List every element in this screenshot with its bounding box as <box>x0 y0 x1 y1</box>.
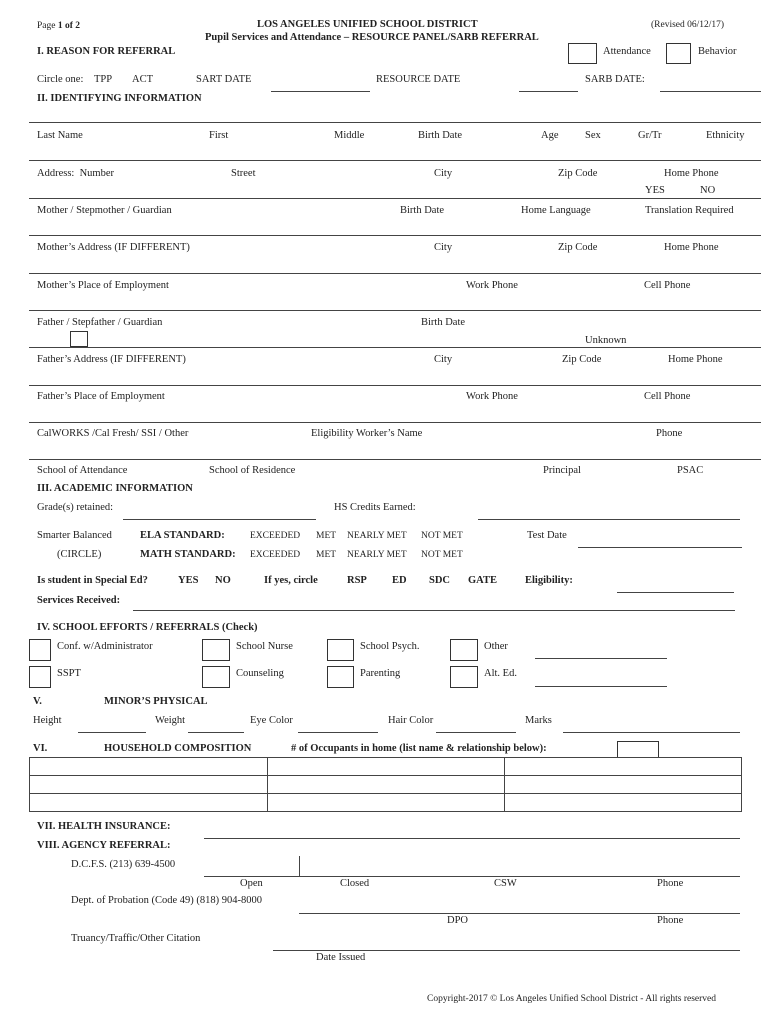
principal-label: Principal <box>543 465 581 476</box>
school-residence-label: School of Residence <box>209 465 296 476</box>
conf-admin-checkbox[interactable] <box>29 639 51 661</box>
page-prefix: Page <box>37 21 56 31</box>
behavior-checkbox[interactable] <box>666 43 691 64</box>
dcfs-divider <box>299 856 300 876</box>
grades-retained-label: Grade(s) retained: <box>37 502 114 513</box>
translation-no-option[interactable]: NO <box>700 185 716 196</box>
probation-label: Dept. of Probation (Code 49) (818) 904-8000 <box>71 895 263 906</box>
household-cell[interactable] <box>505 758 742 776</box>
father-unknown-label: Unknown <box>585 335 627 346</box>
mother-home-phone-label: Home Phone <box>664 242 719 253</box>
marks-label: Marks <box>525 715 552 726</box>
grades-retained-field[interactable] <box>123 519 316 520</box>
mother-cell-phone-label: Cell Phone <box>644 280 691 291</box>
copyright-footer: Copyright-2017 © Los Angeles Unified School District - All rights reserved <box>427 994 717 1004</box>
occupants-count-field[interactable] <box>617 741 659 757</box>
household-table <box>29 757 742 812</box>
school-nurse-label: School Nurse <box>236 641 293 652</box>
probation-field[interactable] <box>299 913 740 914</box>
sart-date-field[interactable] <box>271 91 370 92</box>
ela-not-met-option[interactable]: NOT MET <box>421 531 463 541</box>
birth-date-label: Birth Date <box>418 130 463 141</box>
truancy-field[interactable] <box>273 950 740 951</box>
mother-address-label: Mother’s Address (IF DIFFERENT) <box>37 242 190 253</box>
household-cell[interactable] <box>268 794 505 812</box>
alt-ed-checkbox[interactable] <box>450 666 478 688</box>
mother-row-line[interactable] <box>29 198 761 199</box>
eligibility-phone-label: Phone <box>656 428 683 439</box>
parenting-checkbox[interactable] <box>327 666 354 688</box>
household-cell[interactable] <box>268 776 505 794</box>
weight-field[interactable] <box>188 732 244 733</box>
section-3-title: III. ACADEMIC INFORMATION <box>37 483 193 494</box>
eligibility-field[interactable] <box>617 592 734 593</box>
mother-zip-label: Zip Code <box>558 242 598 253</box>
page-number: 1 of 2 <box>57 21 81 31</box>
father-birth-date-label: Birth Date <box>421 317 466 328</box>
father-row-line[interactable] <box>29 310 761 311</box>
table-row <box>30 776 742 794</box>
rsp-option[interactable]: RSP <box>347 575 367 586</box>
hair-color-field[interactable] <box>436 732 516 733</box>
sdc-option[interactable]: SDC <box>429 575 451 586</box>
grade-track-label: Gr/Tr <box>638 130 662 141</box>
middle-name-label: Middle <box>334 130 365 141</box>
csw-phone-label: Phone <box>657 878 684 889</box>
ela-exceeded-option[interactable]: EXCEEDED <box>250 531 301 541</box>
section-6-number: VI. <box>33 743 48 754</box>
school-nurse-checkbox[interactable] <box>202 639 230 661</box>
household-cell[interactable] <box>505 776 742 794</box>
csw-label: CSW <box>494 878 517 889</box>
other-label: Other <box>484 641 508 652</box>
alt-ed-field[interactable] <box>535 686 667 687</box>
smarter-balanced-label: Smarter Balanced <box>37 530 112 541</box>
gate-option[interactable]: GATE <box>468 575 497 586</box>
other-field[interactable] <box>535 658 667 659</box>
dpo-label: DPO <box>447 915 469 926</box>
sspt-checkbox[interactable] <box>29 666 51 688</box>
math-met-option[interactable]: MET <box>316 550 337 560</box>
address-prefix: Address: <box>37 168 75 179</box>
date-issued-label: Date Issued <box>316 952 366 963</box>
ed-option[interactable]: ED <box>392 575 407 586</box>
household-cell[interactable] <box>30 794 268 812</box>
weight-label: Weight <box>155 715 186 726</box>
act-option[interactable]: ACT <box>132 74 153 85</box>
section-4-title: IV. SCHOOL EFFORTS / REFERRALS (Check) <box>37 622 258 633</box>
counseling-label: Counseling <box>236 668 284 679</box>
conf-admin-label: Conf. w/Administrator <box>57 641 153 652</box>
circle-instruction: (CIRCLE) <box>57 549 102 560</box>
hs-credits-label: HS Credits Earned: <box>334 502 416 513</box>
father-employment-label: Father’s Place of Employment <box>37 391 165 402</box>
father-home-phone-label: Home Phone <box>668 354 723 365</box>
special-ed-label: Is student in Special Ed? <box>37 575 148 586</box>
services-received-field[interactable] <box>133 610 735 611</box>
ela-standard-label: ELA STANDARD: <box>140 530 225 541</box>
household-cell[interactable] <box>30 758 268 776</box>
services-received-label: Services Received: <box>37 595 121 606</box>
household-cell[interactable] <box>505 794 742 812</box>
math-exceeded-option[interactable]: EXCEEDED <box>250 550 301 560</box>
household-cell[interactable] <box>30 776 268 794</box>
dcfs-field[interactable] <box>204 876 740 877</box>
last-name-row-line[interactable] <box>29 122 761 123</box>
eye-color-label: Eye Color <box>250 715 293 726</box>
hs-credits-field[interactable] <box>478 519 740 520</box>
psac-label: PSAC <box>677 465 704 476</box>
home-language-label: Home Language <box>521 205 591 216</box>
mother-work-phone-label: Work Phone <box>466 280 518 291</box>
district-title: LOS ANGELES UNIFIED SCHOOL DISTRICT <box>257 19 478 30</box>
father-address-row-line[interactable] <box>29 347 761 348</box>
calworks-label: CalWORKS /Cal Fresh/ SSI / Other <box>37 428 189 439</box>
father-work-phone-label: Work Phone <box>466 391 518 402</box>
dcfs-open-option[interactable]: Open <box>240 878 263 889</box>
section-6-title: HOUSEHOLD COMPOSITION <box>104 743 252 754</box>
ethnicity-label: Ethnicity <box>706 130 745 141</box>
household-cell[interactable] <box>268 758 505 776</box>
circle-one-label: Circle one: <box>37 74 84 85</box>
table-row <box>30 794 742 812</box>
dpo-phone-label: Phone <box>657 915 684 926</box>
sspt-label: SSPT <box>57 668 81 679</box>
hair-color-label: Hair Color <box>388 715 434 726</box>
translation-yes-option[interactable]: YES <box>645 185 665 196</box>
special-ed-no-option[interactable]: NO <box>215 575 231 586</box>
sart-date-label: SART DATE <box>196 74 252 85</box>
attendance-checkbox[interactable] <box>568 43 597 64</box>
occupants-label: # of Occupants in home (list name & relationship below): <box>291 743 547 754</box>
sarb-date-field[interactable] <box>660 91 761 92</box>
school-attendance-label: School of Attendance <box>37 465 128 476</box>
special-ed-yes-option[interactable]: YES <box>178 575 199 586</box>
truancy-label: Truancy/Traffic/Other Citation <box>71 933 201 944</box>
section-7-title: VII. HEALTH INSURANCE: <box>37 821 171 832</box>
section-1-title: I. REASON FOR REFERRAL <box>37 46 176 57</box>
last-name-label: Last Name <box>37 130 83 141</box>
math-standard-label: MATH STANDARD: <box>140 549 236 560</box>
school-row-line[interactable] <box>29 459 761 460</box>
translation-required-label: Translation Required <box>645 205 734 216</box>
height-label: Height <box>33 715 62 726</box>
mother-guardian-label: Mother / Stepmother / Guardian <box>37 205 172 216</box>
sarb-date-label: SARB DATE: <box>585 74 645 85</box>
form-subtitle: Pupil Services and Attendance – RESOURCE PANEL/SARB REFERRAL <box>205 32 539 43</box>
father-guardian-label: Father / Stepfather / Guardian <box>37 317 163 328</box>
if-yes-circle-label: If yes, circle <box>264 575 318 586</box>
math-nearly-met-option[interactable]: NEARLY MET <box>347 550 407 560</box>
parenting-label: Parenting <box>360 668 401 679</box>
eligibility-worker-label: Eligibility Worker’s Name <box>311 428 423 439</box>
mother-employment-label: Mother’s Place of Employment <box>37 280 169 291</box>
home-phone-label: Home Phone <box>664 168 719 179</box>
age-label: Age <box>541 130 559 141</box>
resource-date-label: RESOURCE DATE <box>376 74 461 85</box>
father-cell-phone-label: Cell Phone <box>644 391 691 402</box>
calworks-row-line[interactable] <box>29 422 761 423</box>
father-city-label: City <box>434 354 453 365</box>
counseling-checkbox[interactable] <box>202 666 230 688</box>
sex-label: Sex <box>585 130 601 141</box>
marks-field[interactable] <box>563 732 740 733</box>
ela-nearly-met-option[interactable]: NEARLY MET <box>347 531 407 541</box>
mother-city-label: City <box>434 242 453 253</box>
address-number-label: Number <box>79 168 115 179</box>
school-psych-label: School Psych. <box>360 641 420 652</box>
mother-address-row-line[interactable] <box>29 235 761 236</box>
father-address-label: Father’s Address (IF DIFFERENT) <box>37 354 186 365</box>
address-row-line[interactable] <box>29 160 761 161</box>
other-checkbox[interactable] <box>450 639 478 661</box>
zip-code-label: Zip Code <box>558 168 598 179</box>
table-row <box>30 758 742 776</box>
behavior-label: Behavior <box>698 46 737 57</box>
alt-ed-label: Alt. Ed. <box>484 668 517 679</box>
eye-color-field[interactable] <box>298 732 378 733</box>
father-employment-row-line[interactable] <box>29 385 761 386</box>
school-psych-checkbox[interactable] <box>327 639 354 661</box>
math-not-met-option[interactable]: NOT MET <box>421 550 463 560</box>
height-field[interactable] <box>78 732 146 733</box>
city-label: City <box>434 168 453 179</box>
dcfs-closed-option[interactable]: Closed <box>340 878 370 889</box>
father-zip-label: Zip Code <box>562 354 602 365</box>
mother-employment-row-line[interactable] <box>29 273 761 274</box>
mother-birth-date-label: Birth Date <box>400 205 445 216</box>
street-label: Street <box>231 168 256 179</box>
revised-date: (Revised 06/12/17) <box>651 20 725 30</box>
test-date-field[interactable] <box>578 547 742 548</box>
resource-date-field[interactable] <box>519 91 578 92</box>
ela-met-option[interactable]: MET <box>316 531 337 541</box>
eligibility-label: Eligibility: <box>525 575 573 586</box>
section-5-title: MINOR’S PHYSICAL <box>104 696 208 707</box>
father-unknown-checkbox[interactable] <box>70 331 88 347</box>
attendance-label: Attendance <box>603 46 651 57</box>
section-8-title: VIII. AGENCY REFERRAL: <box>37 840 171 851</box>
tpp-option[interactable]: TPP <box>94 74 113 85</box>
address-label <box>37 169 114 180</box>
dcfs-label: D.C.F.S. (213) 639-4500 <box>71 859 176 870</box>
test-date-label: Test Date <box>527 530 567 541</box>
section-5-number: V. <box>33 696 42 707</box>
first-name-label: First <box>209 130 229 141</box>
page-label <box>37 22 80 32</box>
section-2-title: II. IDENTIFYING INFORMATION <box>37 93 202 104</box>
health-insurance-field[interactable] <box>204 838 740 839</box>
